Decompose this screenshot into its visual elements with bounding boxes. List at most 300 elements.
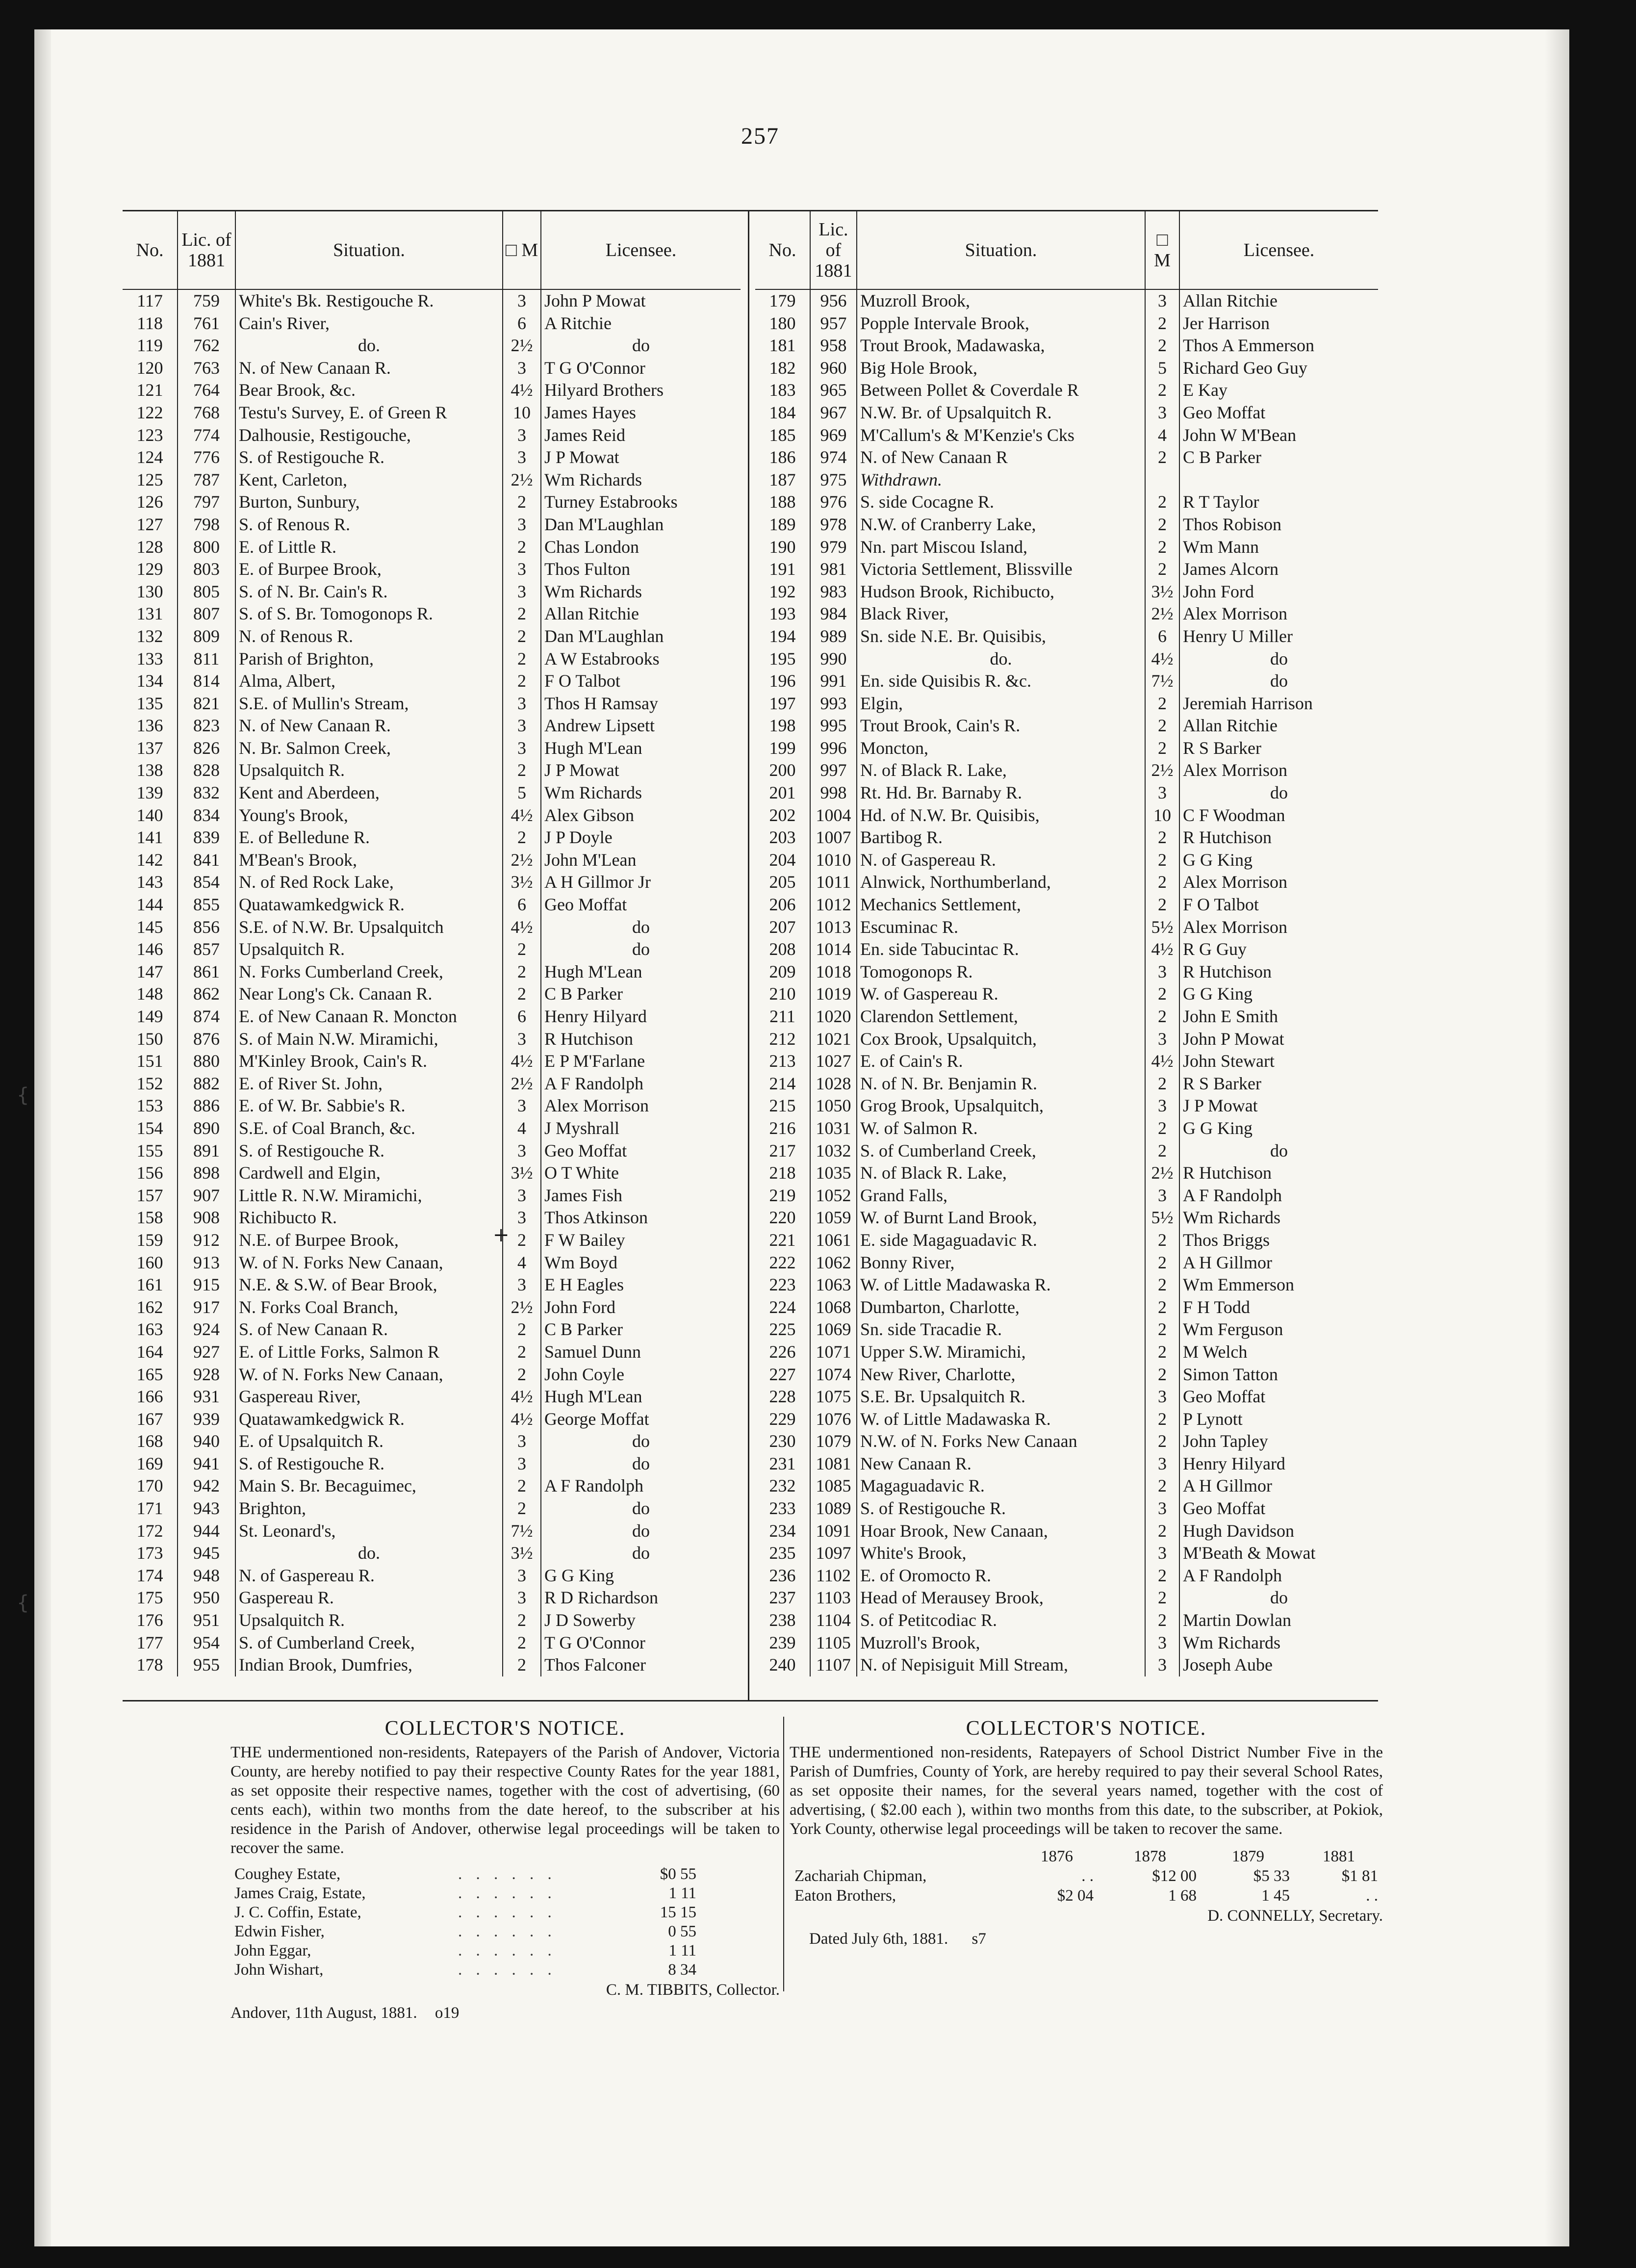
table-row [755,603,1378,625]
row-licensee: A Ritchie [541,312,741,335]
row-no: 134 [136,671,163,691]
row-no: 212 [769,1029,796,1049]
row-no: 166 [136,1387,163,1407]
row-licensee: Samuel Dunn [541,1341,741,1364]
row-licensee: C F Woodman [1179,804,1378,827]
table-row [755,1632,1378,1654]
row-no: 195 [769,648,796,669]
row-no: 236 [769,1565,796,1585]
row-no: 173 [136,1543,163,1563]
row-m: 2½ [1145,1162,1179,1185]
col-m: □ M [1145,211,1179,289]
row-m: 2 [1145,715,1179,737]
table-row [755,1274,1378,1296]
row-no: 136 [136,716,163,736]
notice-code: s7 [971,1930,986,1948]
row-lic: 915 [178,1274,235,1296]
row-situation: N. of New Canaan R. [235,357,503,380]
row-situation: E. of New Canaan R. Moncton [235,1005,503,1028]
row-no: 221 [769,1230,796,1250]
table-row [755,916,1378,939]
row-situation: New River, Charlotte, [857,1364,1145,1386]
row-situation: W. of Little Madawaska R. [857,1408,1145,1431]
row-no: 177 [136,1632,163,1652]
row-situation: Bonny River, [857,1252,1145,1274]
row-lic: 1059 [810,1207,857,1229]
row-lic: 854 [178,871,235,894]
row-licensee: Alex Gibson [541,804,741,827]
row-licensee: do [541,1453,741,1475]
row-no: 230 [769,1431,796,1451]
row-situation: W. of Gaspereau R. [857,983,1145,1005]
row-lic: 1061 [810,1229,857,1252]
row-lic: 1075 [810,1386,857,1408]
row-m: 4½ [503,1386,541,1408]
row-situation: Alnwick, Northumberland, [857,871,1145,894]
table-row [755,514,1378,536]
row-lic: 989 [810,625,857,648]
table-row [123,648,741,670]
row-no: 210 [769,984,796,1004]
table-row [755,1005,1378,1028]
row-situation: S. of Cumberland Creek, [235,1632,503,1654]
row-no: 159 [136,1230,163,1250]
row-m: 4½ [503,916,541,939]
row-m: 2 [1145,491,1179,514]
row-licensee: Geo Moffat [541,1140,741,1162]
row-m: 2 [503,491,541,514]
col-lic: Lic. of 1881 [178,211,235,289]
row-situation: Moncton, [857,737,1145,760]
table-row [755,737,1378,760]
row-m: 2½ [1145,759,1179,782]
row-no: 191 [769,559,796,579]
row-no: 130 [136,581,163,601]
table-row [755,670,1378,693]
notice-body: THE undermentioned non-residents, Ratepayers of School District Number Five in the Parish of Dumfries, County of York, are hereby required to pay their several School Rates, as set opposite their names, for the several years named, together with the cost of advertising, ( $2.00 each ), within two months from this date, to the subscriber, at Pokiok, York County, otherwise legal proceedings will be taken to recover the same. [790,1744,1383,1838]
row-lic: 1011 [810,871,857,894]
table-row [123,1609,741,1632]
row-no: 225 [769,1319,796,1340]
row-lic: 965 [810,379,857,402]
rate-amount: . . [1081,1867,1094,1885]
row-lic: 797 [178,491,235,514]
row-licensee: Wm Richards [1179,1632,1378,1654]
row-no: 160 [136,1252,163,1272]
row-m: 5 [503,782,541,804]
row-no: 138 [136,760,163,780]
row-lic: 800 [178,536,235,559]
row-licensee: Wm Richards [1179,1207,1378,1229]
row-licensee: Geo Moffat [541,894,741,916]
row-no: 178 [136,1655,163,1675]
row-lic: 948 [178,1565,235,1587]
row-m: 3 [503,446,541,469]
row-no: 154 [136,1118,163,1138]
table-row [123,983,741,1005]
row-licensee: do [541,1542,741,1565]
row-licensee: Richard Geo Guy [1179,357,1378,380]
table-row [123,1565,741,1587]
row-lic: 956 [810,289,857,312]
row-no: 235 [769,1543,796,1563]
table-row [755,826,1378,849]
row-m: 3 [1145,1497,1179,1520]
row-m: 3 [503,715,541,737]
row-lic: 891 [178,1140,235,1162]
ratepayer-name: J. C. Coffin, Estate, [234,1904,361,1921]
table-row [123,916,741,939]
row-lic: 939 [178,1408,235,1431]
row-licensee: E P M'Farlane [541,1050,741,1073]
table-row [123,782,741,804]
row-no: 124 [136,447,163,467]
table-row [123,1229,741,1252]
binding-fold [34,29,51,2246]
rate-amount: 1 45 [1261,1886,1290,1905]
row-m: 3 [503,514,541,536]
row-licensee: James Hayes [541,402,741,424]
row-lic: 978 [810,514,857,536]
row-no: 222 [769,1252,796,1272]
row-situation: do. [235,1542,503,1565]
row-no: 140 [136,805,163,825]
row-no: 171 [136,1498,163,1519]
row-situation: Testu's Survey, E. of Green R [235,402,503,424]
row-lic: 979 [810,536,857,559]
row-m: 2½ [503,335,541,357]
row-situation: E. side Magaguadavic R. [857,1229,1145,1252]
row-lic: 942 [178,1475,235,1497]
row-no: 126 [136,492,163,512]
row-m: 2 [503,1364,541,1386]
row-lic: 834 [178,804,235,827]
row-no: 200 [769,760,796,780]
row-situation: En. side Quisibis R. &c. [857,670,1145,693]
row-licensee: John Tapley [1179,1430,1378,1453]
row-no: 151 [136,1051,163,1071]
row-lic: 1014 [810,938,857,961]
row-m: 2 [1145,1364,1179,1386]
row-m: 2½ [503,849,541,872]
table-row [123,737,741,760]
row-m: 2 [503,826,541,849]
row-licensee: Allan Ritchie [1179,289,1378,312]
row-licensee: James Alcorn [1179,558,1378,581]
row-licensee: T G O'Connor [541,1632,741,1654]
collector-notice-andover [230,1719,780,2023]
row-m: 2 [1145,1005,1179,1028]
row-m: 3 [1145,1386,1179,1408]
row-lic: 823 [178,715,235,737]
row-licensee: Thos Falconer [541,1654,741,1676]
table-row [755,1296,1378,1319]
row-licensee: Martin Dowlan [1179,1609,1378,1632]
row-m: 3 [503,357,541,380]
row-situation: E. of Upsalquitch R. [235,1430,503,1453]
row-no: 180 [769,313,796,333]
row-m: 2 [1145,1117,1179,1140]
table-row [755,983,1378,1005]
row-licensee: Geo Moffat [1179,1497,1378,1520]
row-lic: 990 [810,648,857,670]
table-row [755,1475,1378,1497]
table-row [755,1453,1378,1475]
row-licensee: John Ford [541,1296,741,1319]
row-no: 198 [769,716,796,736]
notice-date: Andover, 11th August, 1881. [230,2004,417,2022]
row-m: 3 [503,558,541,581]
row-situation: Alma, Albert, [235,670,503,693]
row-lic: 928 [178,1364,235,1386]
table-row [123,1095,741,1117]
row-no: 211 [769,1006,795,1026]
table-row [755,1095,1378,1117]
row-situation: Upper S.W. Miramichi, [857,1341,1145,1364]
table-row [755,961,1378,983]
row-no: 193 [769,604,796,624]
row-licensee: Thos Briggs [1179,1229,1378,1252]
row-lic: 876 [178,1028,235,1051]
row-licensee: Hugh M'Lean [541,961,741,983]
row-licensee: R Hutchison [1179,826,1378,849]
row-situation: S. of Restigouche R. [235,1140,503,1162]
row-situation: E. of River St. John, [235,1073,503,1095]
row-situation: S. of Restigouche R. [857,1497,1145,1520]
row-lic: 912 [178,1229,235,1252]
row-m: 7½ [1145,670,1179,693]
row-licensee: F O Talbot [1179,894,1378,916]
notice-signature: D. CONNELLY, Secretary. [1207,1907,1383,1925]
ratepayer-row [230,1903,700,1922]
row-licensee: John Stewart [1179,1050,1378,1073]
row-situation: Kent and Aberdeen, [235,782,503,804]
row-licensee: Hilyard Brothers [541,379,741,402]
row-licensee: R Hutchison [541,1028,741,1051]
table-row [755,424,1378,447]
table-row [123,469,741,491]
table-row [755,894,1378,916]
table-row [123,1341,741,1364]
row-licensee: Wm Richards [541,581,741,603]
row-licensee: Wm Ferguson [1179,1318,1378,1341]
row-situation: do. [857,648,1145,670]
row-lic: 908 [178,1207,235,1229]
table-row [123,1318,741,1341]
row-situation: Mechanics Settlement, [857,894,1145,916]
rate-amount: 1 68 [1168,1886,1197,1905]
row-lic: 924 [178,1318,235,1341]
row-lic: 1103 [810,1587,857,1609]
row-m: 4 [1145,424,1179,447]
row-m: 4½ [503,1408,541,1431]
row-m: 2 [1145,1408,1179,1431]
row-m: 2 [1145,335,1179,357]
row-licensee: do [541,1497,741,1520]
row-licensee: P Lynott [1179,1408,1378,1431]
table-row [755,1140,1378,1162]
table-row [123,1140,741,1162]
table-row [755,1408,1378,1431]
table-row [755,1252,1378,1274]
row-lic: 1012 [810,894,857,916]
table-row [123,1252,741,1274]
row-no: 213 [769,1051,796,1071]
ratepayer-name: Edwin Fisher, [234,1923,325,1940]
row-no: 206 [769,895,796,915]
table-row [755,379,1378,402]
row-lic: 998 [810,782,857,804]
row-m: 2 [503,759,541,782]
row-situation: Withdrawn. [857,469,1145,491]
row-m: 3½ [503,1162,541,1185]
row-no: 170 [136,1476,163,1496]
year-1879: 1879 [1232,1847,1264,1865]
row-no: 207 [769,917,796,937]
row-lic: 814 [178,670,235,693]
row-situation: Trout Brook, Madawaska, [857,335,1145,357]
row-licensee: Alex Morrison [1179,759,1378,782]
row-no: 181 [769,335,796,356]
row-lic: 1035 [810,1162,857,1185]
row-no: 179 [769,291,796,310]
row-m: 4½ [503,379,541,402]
row-no: 121 [136,380,163,400]
row-m: 2 [1145,1565,1179,1587]
table-row [123,1497,741,1520]
row-situation: M'Kinley Brook, Cain's R. [235,1050,503,1073]
row-no: 218 [769,1163,796,1183]
row-m: 2 [1145,1341,1179,1364]
row-licensee: R Hutchison [1179,961,1378,983]
margin-bracket-mark: { [17,1084,29,1107]
ratepayer-row [790,1886,1383,1906]
table-row [123,1117,741,1140]
row-no: 120 [136,358,163,378]
row-m: 2 [503,1475,541,1497]
table-row [755,782,1378,804]
row-no: 164 [136,1341,163,1362]
row-m: 2 [1145,1587,1179,1609]
ratepayer-row [230,1960,700,1980]
row-no: 205 [769,872,796,892]
row-lic: 1076 [810,1408,857,1431]
row-lic: 803 [178,558,235,581]
table-row [123,1296,741,1319]
table-row [123,826,741,849]
row-situation: S.E. of N.W. Br. Upsalquitch [235,916,503,939]
row-lic: 762 [178,335,235,357]
row-no: 217 [769,1140,796,1160]
row-licensee: A H Gillmor Jr [541,871,741,894]
row-situation: N. of Black R. Lake, [857,1162,1145,1185]
row-m: 4 [503,1117,541,1140]
row-licensee: James Reid [541,424,741,447]
table-row [123,1430,741,1453]
row-no: 148 [136,984,163,1004]
row-no: 184 [769,402,796,422]
table-row [123,312,741,335]
row-m: 3 [503,1587,541,1609]
row-lic: 898 [178,1162,235,1185]
table-row [755,1587,1378,1609]
row-situation: N.E. of Burpee Brook, [235,1229,503,1252]
table-row [755,469,1378,491]
row-m: 2 [1145,558,1179,581]
row-no: 194 [769,626,796,646]
row-licensee: John Ford [1179,581,1378,603]
row-situation: N. of Gaspereau R. [857,849,1145,872]
row-licensee: T G O'Connor [541,357,741,380]
table-row [123,603,741,625]
license-tables [123,210,1378,1701]
notice-heading: COLLECTOR'S NOTICE. [966,1717,1207,1740]
table-row [755,1207,1378,1229]
row-situation: Gaspereau River, [235,1386,503,1408]
row-situation: Hd. of N.W. Br. Quisibis, [857,804,1145,827]
row-m: 2 [1145,536,1179,559]
row-licensee: Andrew Lipsett [541,715,741,737]
row-situation: Between Pollet & Coverdale R [857,379,1145,402]
table-row [755,1028,1378,1051]
row-lic: 861 [178,961,235,983]
row-lic: 1010 [810,849,857,872]
row-lic: 1052 [810,1185,857,1207]
row-situation: White's Bk. Restigouche R. [235,289,503,312]
row-m: 2½ [503,469,541,491]
row-no: 233 [769,1498,796,1519]
row-m: 3 [503,1095,541,1117]
row-licensee: Wm Richards [541,782,741,804]
table-row [123,1520,741,1543]
row-m: 3 [503,1207,541,1229]
row-lic: 907 [178,1185,235,1207]
row-m: 6 [503,1005,541,1028]
row-licensee: John M'Lean [541,849,741,872]
row-m: 3 [503,1028,541,1051]
row-no: 196 [769,671,796,691]
row-no: 199 [769,738,796,758]
row-no: 165 [136,1364,163,1384]
row-licensee: O T White [541,1162,741,1185]
row-situation: Muzroll Brook, [857,289,1145,312]
row-m: 2 [503,1654,541,1676]
row-lic: 996 [810,737,857,760]
table-row [755,1073,1378,1095]
school-rate-table [790,1847,1383,1906]
row-m: 3 [1145,1632,1179,1654]
row-m: 2 [1145,693,1179,715]
row-lic: 1071 [810,1341,857,1364]
col-situation: Situation. [235,211,503,289]
row-m: 3 [503,581,541,603]
row-m: 6 [503,894,541,916]
table-row [755,289,1378,312]
row-lic: 890 [178,1117,235,1140]
row-licensee: J D Sowerby [541,1609,741,1632]
col-m: □ M [503,211,541,289]
row-licensee: do [541,938,741,961]
row-situation: Young's Brook, [235,804,503,827]
row-m: 2 [1145,894,1179,916]
row-licensee: R D Richardson [541,1587,741,1609]
table-row [755,402,1378,424]
row-m: 3 [503,1565,541,1587]
row-licensee: Hugh Davidson [1179,1520,1378,1543]
row-m: 3 [1145,1095,1179,1117]
row-m: 4½ [1145,648,1179,670]
row-lic: 1102 [810,1565,857,1587]
